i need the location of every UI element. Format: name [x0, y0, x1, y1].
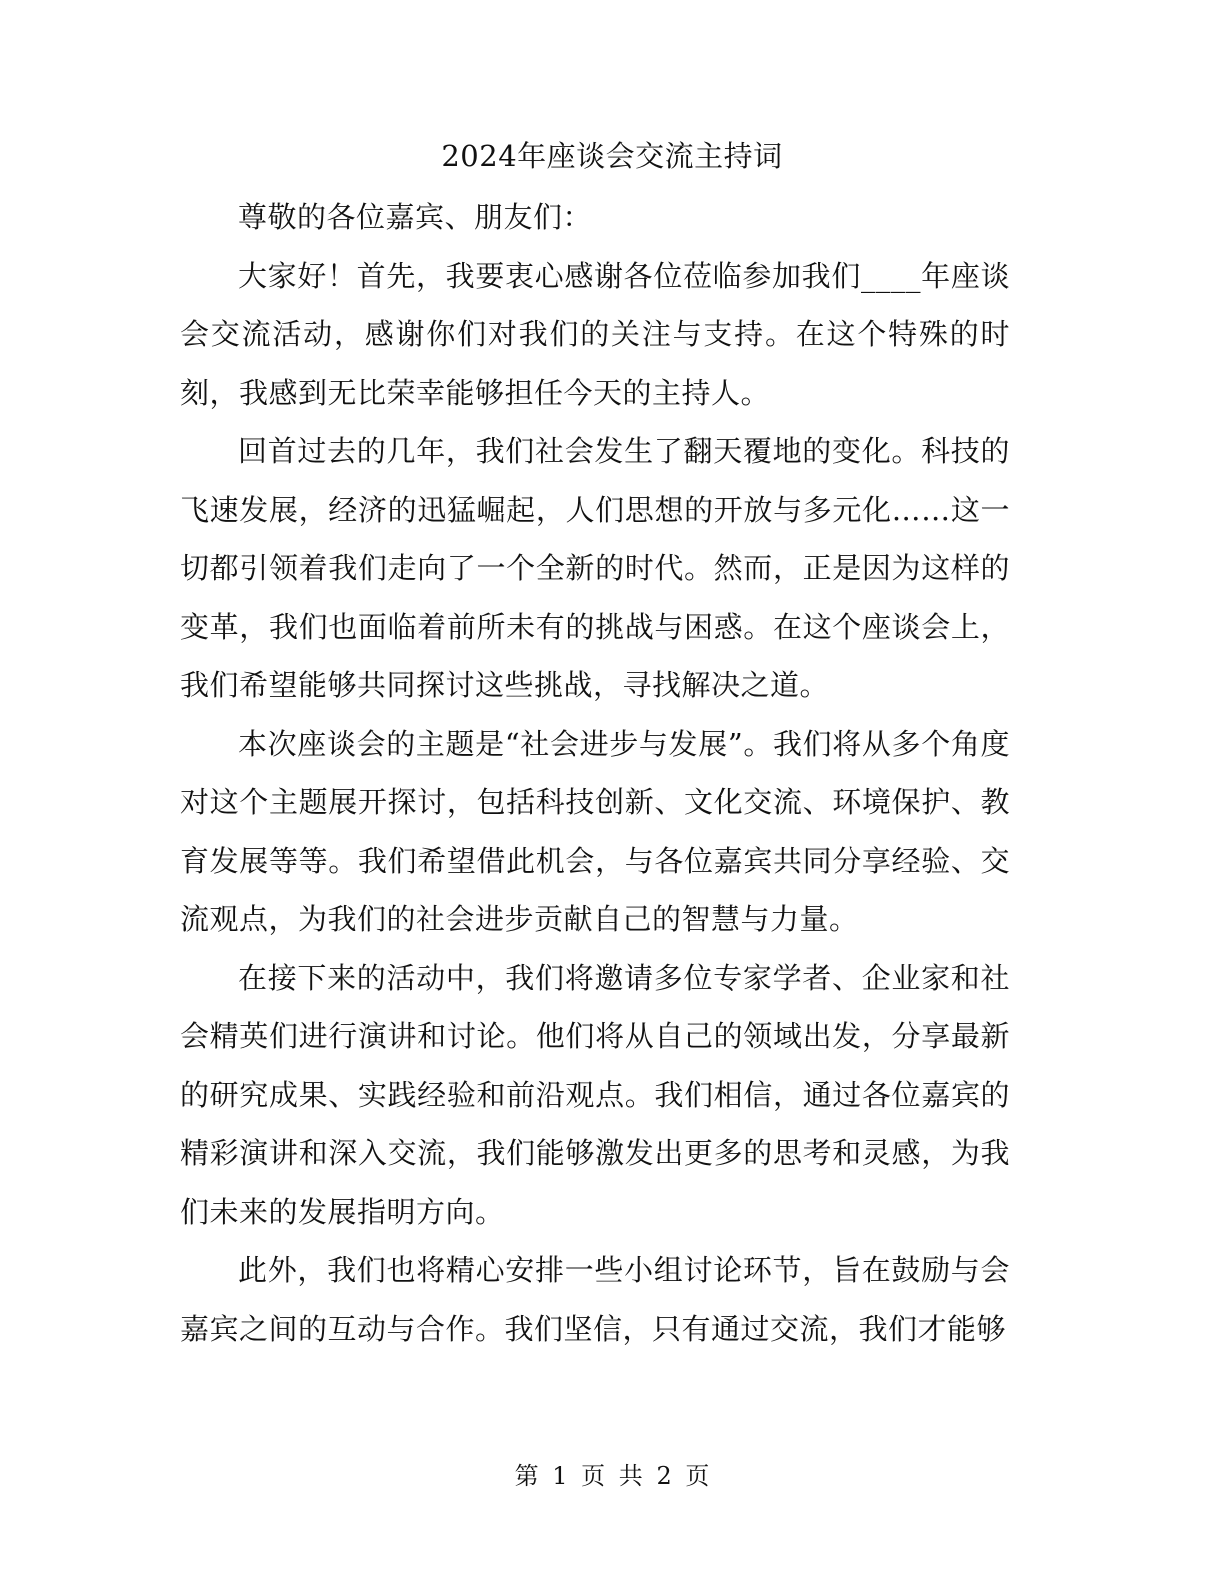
body-paragraph: 本次座谈会的主题是“社会进步与发展”。我们将从多个角度对这个主题展开探讨，包括科技创新、文化交流、环境保护、教育发展等等。我们希望借此机会，与各位嘉宾共同分享经验、交流观点，为我们的社会进步贡献自己的智慧与力量。	[180, 726, 1010, 936]
body-paragraph: 在接下来的活动中，我们将邀请多位专家学者、企业家和社会精英们进行演讲和讨论。他们将从自己的领域出发，分享最新的研究成果、实践经验和前沿观点。我们相信，通过各位嘉宾的精彩演讲和深入交流，我们能够激发出更多的思考和灵感，为我们未来的发展指明方向。	[180, 960, 1010, 1229]
page-footer: 第 1 页 共 2 页	[514, 1462, 710, 1490]
body-paragraph: 此外，我们也将精心安排一些小组讨论环节，旨在鼓励与会嘉宾之间的互动与合作。我们坚信，只有通过交流，我们才能够	[180, 1253, 1010, 1346]
body-paragraph: 回首过去的几年，我们社会发生了翻天覆地的变化。科技的飞速发展，经济的迅猛崛起，人们思想的开放与多元化……这一切都引领着我们走向了一个全新的时代。然而，正是因为这样的变革，我们也面临着前所未有的挑战与困惑。在这个座谈会上，我们希望能够共同探讨这些挑战，寻找解决之道。	[180, 434, 1010, 702]
document-body	[180, 188, 1010, 1358]
document-title: 2024年座谈会交流主持词	[441, 139, 783, 173]
body-paragraph: 大家好！首先，我要衷心感谢各位莅临参加我们____年座谈会交流活动，感谢你们对我们的关注与支持。在这个特殊的时刻，我感到无比荣幸能够担任今天的主持人。	[180, 258, 1010, 410]
greeting-paragraph: 尊敬的各位嘉宾、朋友们：	[238, 200, 593, 234]
